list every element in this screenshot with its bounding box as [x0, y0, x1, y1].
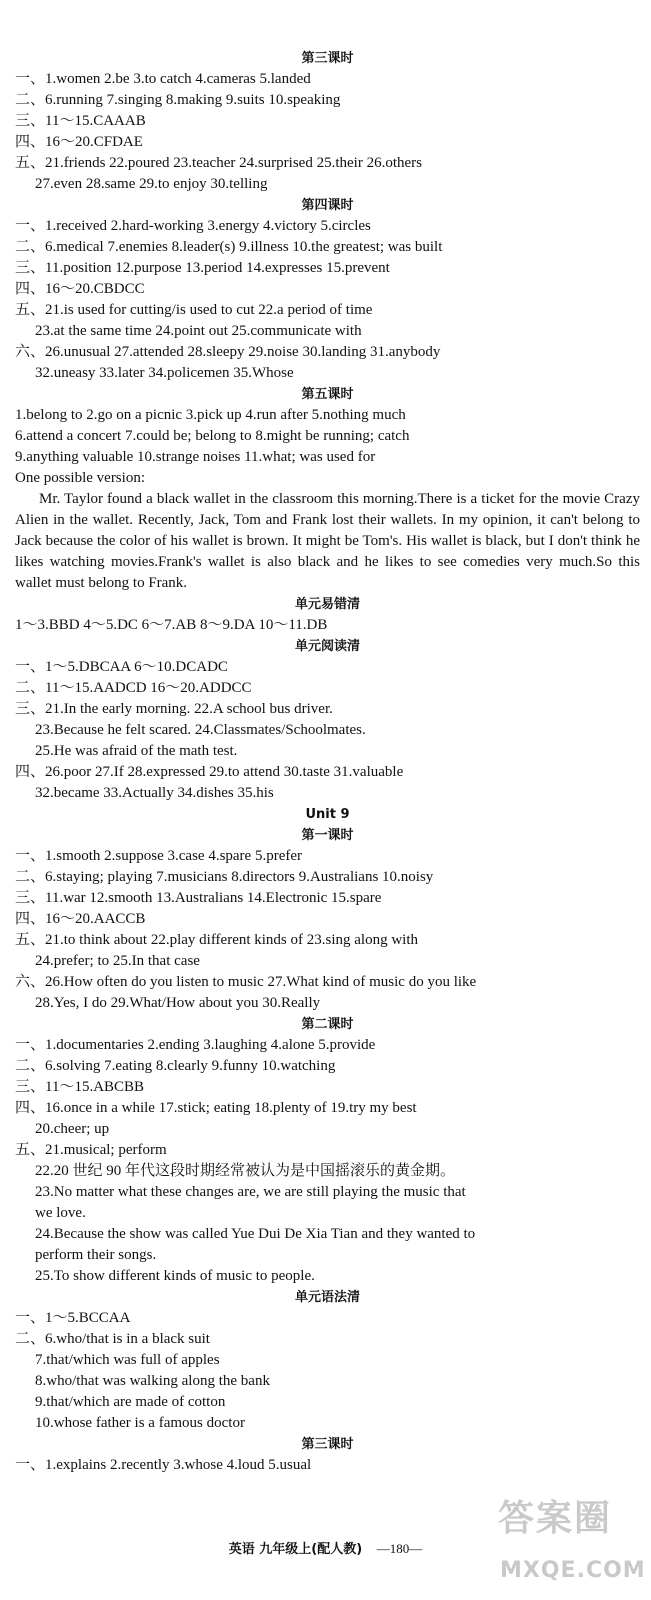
- answer-line: perform their songs.: [35, 1247, 157, 1263]
- answer-line: 三、11.position 12.purpose 13.period 14.expresses 15.prevent: [15, 260, 390, 276]
- answer-line: 23.Because he felt scared. 24.Classmates/Schoolmates.: [35, 722, 366, 738]
- section-heading: 单元易错清: [294, 597, 360, 612]
- answer-line: 一、1.explains 2.recently 3.whose 4.loud 5.usual: [15, 1457, 312, 1473]
- answer-line: 1.belong to 2.go on a picnic 3.pick up 4.run after 5.nothing much: [15, 407, 406, 423]
- answer-content: [15, 48, 640, 1476]
- answer-line: 8.who/that was walking along the bank: [35, 1373, 270, 1389]
- answer-line: 四、16～20.CFDAE: [15, 134, 143, 150]
- answer-line: 二、6.solving 7.eating 8.clearly 9.funny 10.watching: [15, 1058, 336, 1074]
- answer-line: 五、21.friends 22.poured 23.teacher 24.surprised 25.their 26.others: [15, 155, 422, 171]
- answer-line: 二、11～15.AADCD 16～20.ADDCC: [15, 680, 252, 696]
- answer-line: 五、21.is used for cutting/is used to cut 22.a period of time: [15, 302, 373, 318]
- answer-line: 24.Because the show was called Yue Dui De Xia Tian and they wanted to: [35, 1226, 476, 1242]
- answer-line: 7.that/which was full of apples: [35, 1352, 220, 1368]
- answer-line: 32.became 33.Actually 34.dishes 35.his: [35, 785, 274, 801]
- answer-line: 27.even 28.same 29.to enjoy 30.telling: [35, 176, 268, 192]
- answer-line: 二、6.running 7.singing 8.making 9.suits 10.speaking: [15, 92, 341, 108]
- answer-line: 23.at the same time 24.point out 25.communicate with: [35, 323, 362, 339]
- answer-line: 一、1～5.DBCAA 6～10.DCADC: [15, 659, 228, 675]
- section-heading: Unit 9: [305, 807, 350, 822]
- watermark-mark: 答案圈: [498, 1498, 613, 1539]
- page-number: —180—: [376, 1541, 423, 1556]
- answer-line: 28.Yes, I do 29.What/How about you 30.Really: [35, 995, 321, 1011]
- section-heading: 第五课时: [301, 387, 354, 402]
- answer-line: 二、6.staying; playing 7.musicians 8.directors 9.Australians 10.noisy: [15, 869, 434, 885]
- answer-line: 10.whose father is a famous doctor: [35, 1415, 245, 1431]
- section-heading: 第四课时: [301, 198, 354, 213]
- sample-essay: Mr. Taylor found a black wallet in the classroom this morning.There is a ticket for the movie Crazy Alien in the wallet. Recently, Jack, Tom and Frank lost their wallets. In my opinion, it can't belong to Jack because the color of his wallet is brown. It might be Tom's. His wallet is black, but I don't think he likes watching movies.Frank's wallet is also black and he likes to see comedies very much.So this wallet must belong to Frank.: [15, 491, 640, 591]
- answer-line: 二、6.who/that is in a black suit: [15, 1331, 210, 1347]
- answer-line: 6.attend a concert 7.could be; belong to 8.might be running; catch: [15, 428, 410, 444]
- answer-line: 一、1.women 2.be 3.to catch 4.cameras 5.landed: [15, 71, 311, 87]
- answer-line: 三、11～15.ABCBB: [15, 1079, 145, 1095]
- answer-line: 五、21.musical; perform: [15, 1142, 167, 1158]
- answer-line: 四、16～20.CBDCC: [15, 281, 145, 297]
- answer-line: 四、26.poor 27.If 28.expressed 29.to attend 30.taste 31.valuable: [15, 764, 404, 780]
- answer-line: 三、11～15.CAAAB: [15, 113, 146, 129]
- answer-line: 一、1～5.BCCAA: [15, 1310, 131, 1326]
- answer-line: 三、11.war 12.smooth 13.Australians 14.Electronic 15.spare: [15, 890, 382, 906]
- watermark-logo: [478, 1498, 648, 1596]
- answer-line: we love.: [35, 1205, 86, 1221]
- answer-line: 一、1.documentaries 2.ending 3.laughing 4.alone 5.provide: [15, 1037, 376, 1053]
- answer-line: 三、21.In the early morning. 22.A school bus driver.: [15, 701, 333, 717]
- answer-line: 一、1.received 2.hard-working 3.energy 4.victory 5.circles: [15, 218, 371, 234]
- answer-line: 四、16～20.AACCB: [15, 911, 146, 927]
- answer-line: 五、21.to think about 22.play different kinds of 23.sing along with: [15, 932, 419, 948]
- section-heading: 单元语法清: [294, 1290, 360, 1305]
- section-heading: 第三课时: [301, 1437, 354, 1452]
- answer-line: 23.No matter what these changes are, we are still playing the music that: [35, 1184, 466, 1200]
- footer-subject: 英语 九年级上(配人教): [228, 1542, 363, 1557]
- answer-line: 9.anything valuable 10.strange noises 11.what; was used for: [15, 449, 376, 465]
- answer-line: One possible version:: [15, 470, 145, 486]
- section-heading: 单元阅读清: [294, 639, 360, 654]
- answer-line: 24.prefer; to 25.In that case: [35, 953, 200, 969]
- answer-line: 25.He was afraid of the math test.: [35, 743, 238, 759]
- answer-line: 9.that/which are made of cotton: [35, 1394, 226, 1410]
- answer-line: 六、26.unusual 27.attended 28.sleepy 29.noise 30.landing 31.anybody: [15, 344, 441, 360]
- section-heading: 第三课时: [301, 51, 354, 66]
- answer-line: 二、6.medical 7.enemies 8.leader(s) 9.illness 10.the greatest; was built: [15, 239, 443, 255]
- watermark-site: MXQE.COM: [500, 1558, 646, 1583]
- section-heading: 第二课时: [301, 1017, 354, 1032]
- answer-line: 32.uneasy 33.later 34.policemen 35.Whose: [35, 365, 294, 381]
- answer-line: 一、1.smooth 2.suppose 3.case 4.spare 5.prefer: [15, 848, 303, 864]
- answer-line: 25.To show different kinds of music to people.: [35, 1268, 315, 1284]
- answer-line: 1～3.BBD 4～5.DC 6～7.AB 8～9.DA 10～11.DB: [15, 617, 328, 633]
- answer-line: 六、26.How often do you listen to music 27.What kind of music do you like: [15, 974, 477, 990]
- answer-line: 20.cheer; up: [35, 1121, 110, 1137]
- section-heading: 第一课时: [301, 828, 354, 843]
- answer-line: 22.20 世纪 90 年代这段时期经常被认为是中国摇滚乐的黄金期。: [35, 1163, 456, 1179]
- answer-line: 四、16.once in a while 17.stick; eating 18.plenty of 19.try my best: [15, 1100, 417, 1116]
